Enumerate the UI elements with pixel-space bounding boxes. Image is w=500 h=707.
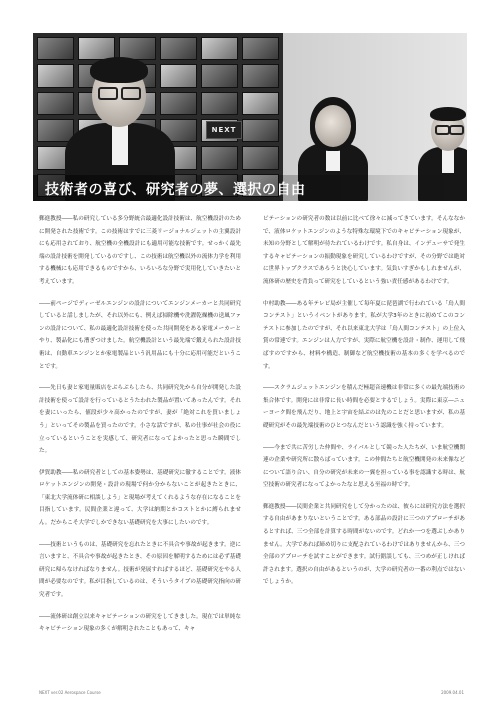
headline-text: 技術者の喜び、研究者の夢、選択の自由 [45,182,306,198]
page-footer [39,690,464,700]
paragraph: ――流体研は創立以来キャビテーションの研究をしてきました。現在では単純なキャビテーション現象の多くが解明されたこともあって、キャ [39,613,241,633]
paragraph: ――今まで共に苦労した仲間や、ライバルとして競った人たちが、いま航空機関連の企業や研究所に散らばっています。この仲間たちと航空機開発の未来像などについて語り合い、自分の研究が未来の一翼を担っている事を認識する時は、航空技術の研究者になってよかったなと思える至福の時です。 [263,444,465,489]
footer-date: 2009.04.01 [441,690,464,695]
paragraph: 中村助教――ある年テレビ局が主催して毎年夏に琵琶湖で行われている「鳥人間コンテスト」というイベントがあります。私が大学3年のときに初めてこのコンテストに参加したのですが、それ以来東北大学は「鳥人間コンテスト」の上位入賞の常連です。エンジンは人力ですが、実際に航空機を設計・制作、運用して飛ばすのですから、材料や構造、制御など航空機技術の基本の多くを学べるのです。 [263,300,465,370]
left-column [39,213,241,645]
paragraph: ビテーションの研究者の数は以前に比べて徐々に減ってきています。そんななかで、液体ロケットエンジンのような特殊な環境下でのキャビテーション現象が、未知の分野として解明が待たれているわけです。私自身は、インデューサで発生するキャビテーションの振動現象を研究しているわけですが、その分野では絶対に世界トップクラスであろうと決心しています。気負いすぎかもしれませんが、流体研の歴史を背負って研究をしているという強い責任感があるわけです。 [263,216,465,285]
next-sign: NEXT [206,121,242,139]
paragraph: 伊賀助教――私の研究者としての基本姿勢は、基礎研究に徹することです。液体ロケットエンジンの開発・設計の現場で何か分からないことが起きたときに、「東北大学流体研に相談しよう」と現場が考えてくれるような存在になることを目指しています。民間企業と違って、大学は納期とかコストとかに縛られません。だからこそ大学でしかできない基礎研究を大事にしたいのです。 [39,469,241,527]
paragraph: ――スクラムジェットエンジンを積んだ極超音速機は非常に多くの最先端技術の集合体です。開発には非常に長い時間を必要とするでしょう。実際に東京―ニューヨーク間を飛んだり、地上と宇宙を結ぶのは先のことだと思いますが、私の基礎研究がその最先端技術のひとつなんだという認識を強く持っています。 [263,385,465,429]
right-column [263,213,465,598]
paragraph: 郵進教授――民間企業と共同研究をして分かったのは、彼らには研究方法を選択する自由があまりないということです。ある部品の設計に三つのアプローチがあるとすれば、三つ全部を計算する時間がないのです。どれか一つを選ぶしかありません。大学であれば締め切りに支配されているわけではありませんから、三つ全部のアプローチを試すことができます。試行錯誤しても、三つめが正しければ許されます。選択の自由があるというのが、大学の研究者の一番の利点ではないでしょうか。 [263,503,465,586]
footer-publication: NEXT ver.02 Aerospace Course [39,690,101,695]
headline-banner [33,175,467,201]
paragraph: ――先日も妻と家電量販店をぶらぶらしたら、共同研究先から自分が開発した設計技術を使って設計を行っているとうたわれた製品が置いてあったんです。それを妻にいったら、値段が少々高かったのですが、妻が「絶対これを買いましょう」といってその製品を買ったのです。小さな話ですが、私の仕事が社会の役に立っているということを実感して、研究者になってよかったと思った瞬間でした。 [39,385,241,455]
paragraph: 郵進教授――私の研究している多分野統合最適化設計技術は、航空機設計のために開発された技術です。この技術はすでに三菱リージョナルジェットの主翼設計にも応用されており、航空機の全機設計にも適用可能な技術です。せっかく最先端の設計技術を開発しているのですし、この技術は航空機以外の流体力学を利用する機械にも応用できるものですから、いろいろな分野で実用化していきたいと考えています。 [39,216,241,285]
article-body [39,213,464,653]
paragraph: ――前ページでディーゼルエンジンの設計についてエンジンメーカーと共同研究していると話しましたが、それ以外にも、例えば掃除機や洗濯乾燥機の送風ファンの設計について、私の最適化設計技術を使った共同開発をある家電メーカーとやり、製品化にも漕ぎつけました。航空機設計という最先端で鍛えられた設計技術は、自動車エンジンとか家電製品という汎用品にも十分に応用可能だということです。 [39,300,241,370]
paragraph: ――技術というものは、基礎研究を忘れたときに不具合や事故が起きます。逆に言いますと、不具合や事故が起きたとき、その原因を解明するためには必ず基礎研究に帰らなければなりません。技術が発展すればするほど、基礎研究をやる人間が必要なのです。私が目指しているのは、そういうタイプの基礎研究指向の研究者です。 [39,541,241,599]
